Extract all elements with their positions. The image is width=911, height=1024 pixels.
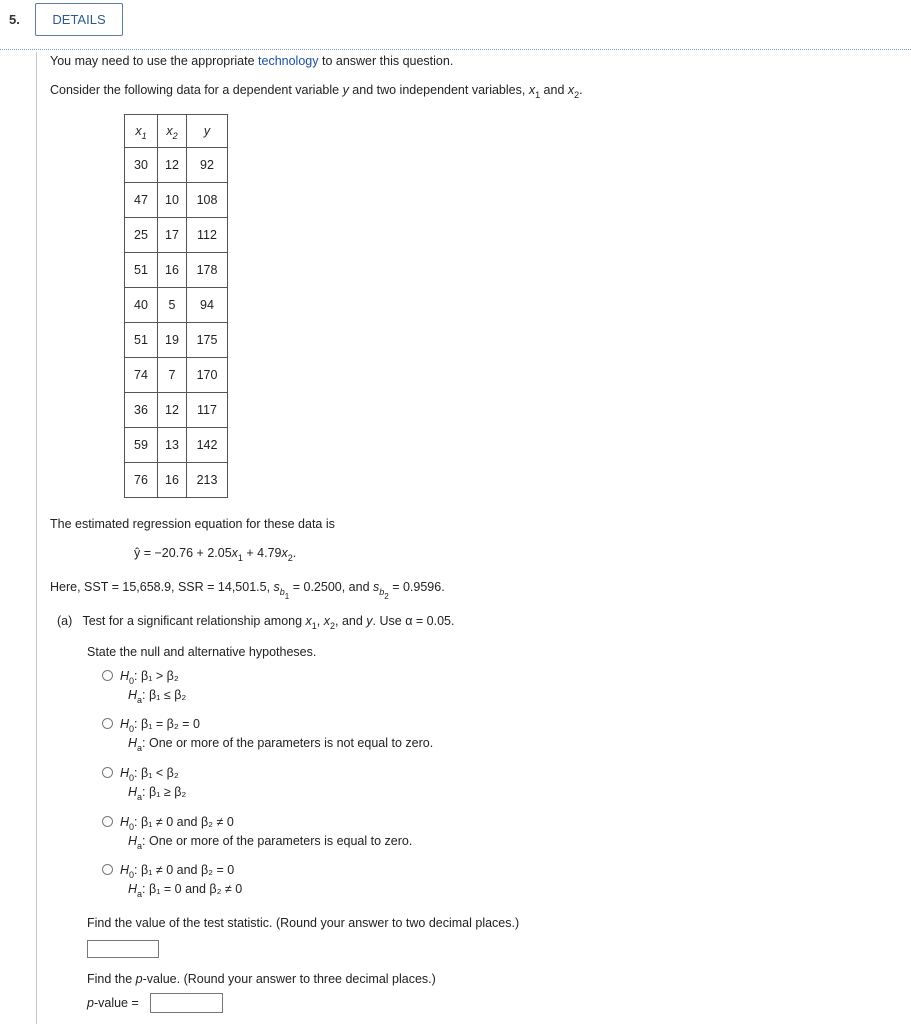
table-row [125, 253, 228, 288]
table-cell: 19 [158, 323, 187, 358]
intro-text: You may need to use the appropriate technology to answer this question. [50, 54, 454, 68]
table-cell: 16 [158, 253, 187, 288]
table-cell: 213 [187, 463, 228, 498]
table-row [125, 148, 228, 183]
table-cell: 112 [187, 218, 228, 253]
table-row [125, 323, 228, 358]
test-statistic-prompt: Find the value of the test statistic. (Round your answer to two decimal places.) [87, 916, 520, 930]
table-cell: 17 [158, 218, 187, 253]
question-number: 5. [9, 12, 20, 27]
table-cell: 25 [125, 218, 158, 253]
details-button[interactable]: DETAILS [35, 3, 123, 36]
table-cell: 51 [125, 323, 158, 358]
consider-text: Consider the following data for a dependent variable y and two independent variables, $x_1$ and $x_2$. [50, 83, 583, 100]
table-cell: 12 [158, 393, 187, 428]
part-a-prompt: (a) Test for a significant relationship among $x_1$, $x_2$, and y. Use α = 0.05. [57, 614, 455, 631]
table-cell: 117 [187, 393, 228, 428]
col-header-y: y [187, 115, 228, 148]
table-cell: 94 [187, 288, 228, 323]
table-row [125, 428, 228, 463]
table-row [125, 218, 228, 253]
table-cell: 47 [125, 183, 158, 218]
col-header-x2: $x_2$ [158, 115, 187, 148]
table-cell: 30 [125, 148, 158, 183]
radio-button[interactable] [102, 767, 113, 778]
table-cell: 142 [187, 428, 228, 463]
technology-link[interactable]: technology [258, 54, 319, 68]
state-hypotheses-text: State the null and alternative hypotheses. [87, 645, 317, 659]
pvalue-label: p-value = [87, 996, 139, 1010]
test-statistic-input[interactable] [87, 940, 159, 958]
radio-button[interactable] [102, 718, 113, 729]
table-row [125, 288, 228, 323]
data-table [124, 114, 228, 498]
regression-equation: ŷ = $-20.76 + 2.05x_1 + 4.79x_2$. [134, 546, 297, 563]
table-cell: 175 [187, 323, 228, 358]
table-cell: 40 [125, 288, 158, 323]
table-cell: 178 [187, 253, 228, 288]
table-row [125, 358, 228, 393]
table-cell: 59 [125, 428, 158, 463]
stats-text: Here, SST = 15,658.9, SSR = 14,501.5, $s_{b_1} = 0.2500$, and $s_{b_2} = 0.9596$. [50, 580, 445, 601]
radio-button[interactable] [102, 816, 113, 827]
col-header-x1: $x_1$ [125, 115, 158, 148]
table-cell: 76 [125, 463, 158, 498]
table-cell: 16 [158, 463, 187, 498]
table-cell: 51 [125, 253, 158, 288]
table-row [125, 463, 228, 498]
pvalue-input[interactable] [150, 993, 223, 1013]
table-cell: 12 [158, 148, 187, 183]
pvalue-prompt: Find the p-value. (Round your answer to three decimal places.) [87, 972, 436, 986]
left-border [36, 52, 37, 1024]
table-cell: 92 [187, 148, 228, 183]
table-cell: 170 [187, 358, 228, 393]
table-cell: 74 [125, 358, 158, 393]
table-row [125, 393, 228, 428]
radio-button[interactable] [102, 864, 113, 875]
radio-button[interactable] [102, 670, 113, 681]
table-cell: 7 [158, 358, 187, 393]
table-cell: 108 [187, 183, 228, 218]
estimated-text: The estimated regression equation for these data is [50, 517, 335, 531]
table-cell: 10 [158, 183, 187, 218]
table-row [125, 183, 228, 218]
table-cell: 36 [125, 393, 158, 428]
divider [0, 49, 911, 50]
table-cell: 5 [158, 288, 187, 323]
table-cell: 13 [158, 428, 187, 463]
